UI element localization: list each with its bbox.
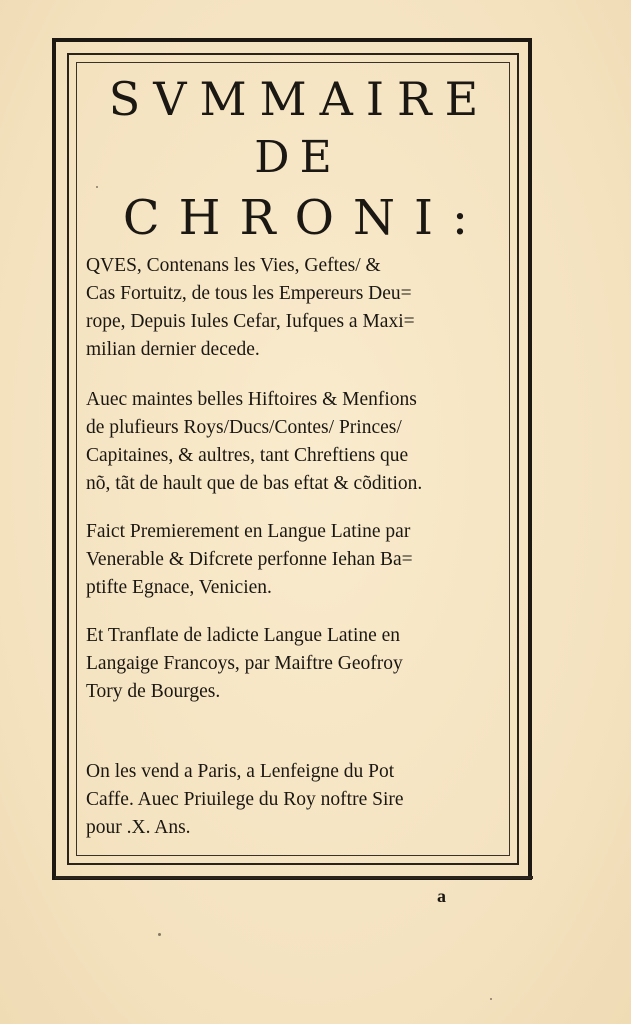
text-line: rope, Depuis Iules Cefar, Iufques a Maxi= [86,311,415,332]
text-line: de plufieurs Roys/Ducs/Contes/ Princes/ [86,417,402,438]
text-line: nõ, tãt de hault que de bas eftat & cõdition. [86,473,423,494]
ink-speck [96,186,98,188]
bottom-rule [55,876,533,879]
text-line: ptifte Egnace, Venicien. [86,577,272,598]
title-page-text [86,70,506,842]
text-line: On les vend a Paris, a Lenfeigne du Pot [86,761,395,782]
text-line: Tory de Bourges. [86,681,221,702]
paragraph-imprint [86,758,506,842]
signature-mark: a [437,886,446,906]
ink-speck [158,933,161,936]
paragraph-translator [86,622,506,706]
text-line: Capitaines, & aultres, tant Chreftiens que [86,445,409,466]
paragraph-author [86,518,506,602]
paragraph-histories [86,386,506,498]
title-line-2: DE [254,132,342,183]
ink-speck [490,998,492,1000]
text-line: QVES, Contenans les Vies, Geftes/ & [86,255,381,276]
text-line: Caffe. Auec Priuilege du Roy noftre Sire [86,789,404,810]
title-line-3: CHRONI: [122,190,488,246]
text-line: Auec maintes belles Hiftoires & Menfions [86,389,417,410]
text-line: Et Tranflate de ladicte Langue Latine en [86,625,401,646]
title-line-1: SVMMAIRE [108,72,492,126]
paragraph-contents [86,252,506,364]
text-line: milian dernier decede. [86,339,260,360]
text-line: pour .X. Ans. [86,817,191,838]
text-line: Faict Premierement en Langue Latine par [86,521,411,542]
text-line: Langaige Francoys, par Maiftre Geofroy [86,653,403,674]
text-line: Venerable & Difcrete perfonne Iehan Ba= [86,549,413,570]
text-line: Cas Fortuitz, de tous les Empereurs Deu= [86,283,412,304]
